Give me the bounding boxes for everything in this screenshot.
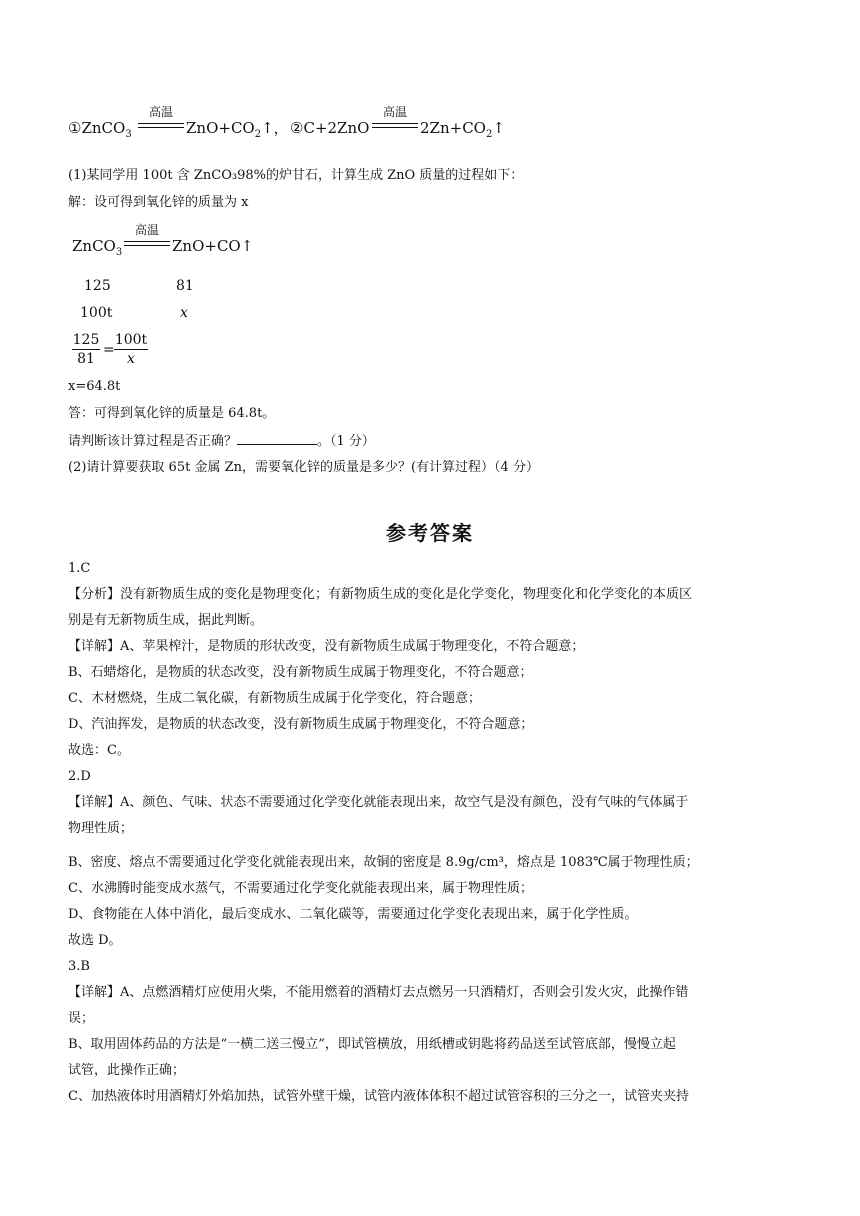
solution-reactant: ZnCO (72, 237, 116, 255)
eq1-condition: 高温 (148, 105, 173, 119)
answer-line: 【分析】没有新物质生成的变化是物理变化；有新物质生成的变化是化学变化，物理变化和化学变化的本质区 (68, 587, 693, 602)
eq2-condition: 高温 (382, 105, 407, 119)
eq1-double-bar (138, 123, 184, 128)
eq2-product-subscript: 2 (485, 129, 493, 140)
solution-products: ZnO+CO↑ (172, 237, 254, 255)
question-1: (1)某同学用 100t 含 ZnCO₃98%的炉甘石，计算生成 ZnO 质量的过程如下： (68, 168, 524, 183)
equals-sign: = (103, 342, 115, 358)
solution-equation (72, 236, 122, 259)
answer-line: B、密度、熔点不需要通过化学变化就能表现出来，故铜的密度是 8.9g/cm³，熔点是 1083℃属于物理性质； (68, 855, 699, 870)
answer-line: 误； (68, 1011, 95, 1026)
solution-intro: 解：设可得到氧化锌的质量为 x (68, 195, 249, 210)
answer-line: 1.C (68, 561, 91, 576)
eq1-product: ZnO+CO (186, 119, 255, 137)
answer-line: D、食物能在人体中消化，最后变成水、二氧化碳等，需要通过化学变化表现出来，属于化学性质。 (68, 907, 638, 922)
circled-number-2: ② (290, 119, 304, 137)
equation-1-products (186, 118, 289, 141)
judge-question-text: 请判断该计算过程是否正确？ (68, 434, 238, 449)
circled-number-1: ① (68, 119, 82, 137)
eq2-arrow: ↑ (492, 119, 505, 137)
answer-line: B、石蜡熔化，是物质的状态改变，没有新物质生成属于物理变化，不符合题意； (68, 665, 533, 680)
answer-line: C、水沸腾时能变成水蒸气，不需要通过化学变化就能表现出来，属于物理性质； (68, 881, 533, 896)
answer-line: B、取用固体药品的方法是“一横二送三慢立”，即试管横放，用纸槽或钥匙将药品送至试管底部，慢慢立起 (68, 1037, 676, 1052)
equation-1 (68, 118, 132, 141)
eq1-reactant-subscript: 3 (125, 129, 132, 140)
molar-mass-znco3: 125 (84, 278, 111, 294)
solution-result: x=64.8t (68, 379, 121, 394)
answer-line: 物理性质； (68, 821, 134, 836)
unknown-mass: x (180, 305, 188, 321)
answer-line: 【详解】A、点燃酒精灯应使用火柴，不能用燃着的酒精灯去点燃另一只酒精灯，否则会引发火灾，此操作错 (68, 985, 689, 1000)
solution-double-bar (124, 241, 170, 246)
eq2-product: 2Zn+CO (420, 119, 486, 137)
answer-line: 【详解】A、苹果榨汁，是物质的形状改变，没有新物质生成属于物理变化，不符合题意； (68, 639, 585, 654)
question-2: (2)请计算要获取 65t 金属 Zn，需要氧化锌的质量是多少？(有计算过程）（4 分） (68, 460, 539, 475)
answer-line: C、木材燃烧，生成二氧化碳，有新物质生成属于化学变化，符合题意； (68, 691, 481, 706)
molar-mass-zno: 81 (176, 278, 194, 294)
fraction-2-numerator: 100t (114, 332, 148, 348)
judge-question (68, 432, 375, 451)
answer-line: 2.D (68, 769, 91, 784)
solution-reactant-subscript: 3 (115, 247, 123, 258)
fraction-1-denominator: 81 (77, 351, 95, 367)
equation-2 (290, 118, 369, 138)
fraction-1-numerator: 125 (72, 332, 100, 348)
fraction-2 (114, 331, 148, 368)
answer-blank[interactable] (237, 432, 317, 445)
fraction-1 (72, 331, 100, 368)
given-mass: 100t (80, 305, 113, 321)
eq2-double-bar (372, 123, 418, 128)
solution-answer: 答：可得到氧化锌的质量是 64.8t。 (68, 406, 276, 421)
answer-line: 【详解】A、颜色、气味、状态不需要通过化学变化就能表现出来，故空气是没有颜色，没有气味的气体属于 (68, 795, 689, 810)
judge-question-points: 。（1 分） (317, 434, 375, 449)
fraction-2-denominator: x (127, 351, 135, 367)
answer-line: D、汽油挥发，是物质的状态改变，没有新物质生成属于物理变化，不符合题意； (68, 717, 534, 732)
answers-title: 参考答案 (386, 521, 474, 545)
answer-line: 试管，此操作正确； (68, 1063, 186, 1078)
eq1-reactant: ZnCO (81, 119, 126, 137)
answer-line: 3.B (68, 959, 90, 974)
solution-condition: 高温 (134, 223, 159, 237)
answer-line: 故选：C。 (68, 743, 130, 758)
eq1-arrow: ↑， (261, 119, 289, 137)
answer-line: 故选 D。 (68, 933, 122, 948)
eq2-reactant: C+2ZnO (303, 119, 370, 137)
eq1-product-subscript: 2 (254, 129, 262, 140)
answer-line: 别是有无新物质生成，据此判断。 (68, 613, 264, 628)
answer-line: C、加热液体时用酒精灯外焰加热，试管外壁干燥，试管内液体体积不超过试管容积的三分之一，试管夹夹持 (68, 1089, 689, 1104)
equation-2-products (420, 118, 505, 141)
